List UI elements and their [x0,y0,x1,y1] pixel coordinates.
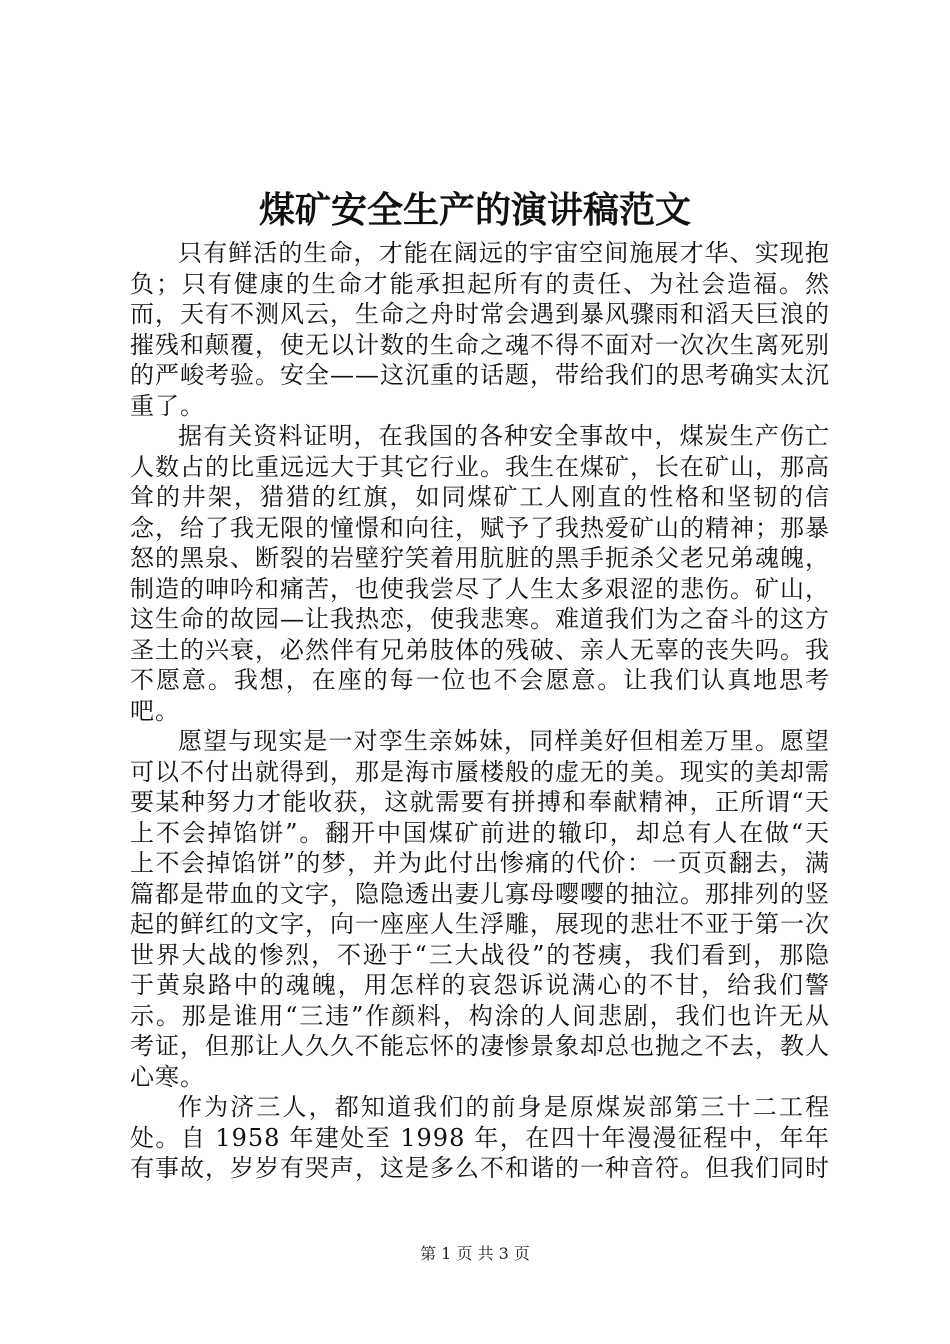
page-number-footer: 第 1 页 共 3 页 [420,1244,530,1263]
paragraph: 据有关资料证明，在我国的各种安全事故中，煤炭生产伤亡人数占的比重远远大于其它行业。我生在煤矿，长在矿山，那高耸的井架，猎猎的红旗，如同煤矿工人刚直的性格和坚韧的信念，给了我无限的憧憬和向往，赋予了我热爱矿山的精神；那暴怒的黑泉、断裂的岩壁狞笑着用肮脏的黑手扼杀父老兄弟魂魄，制造的呻吟和痛苦，也使我尝尽了人生太多艰涩的悲伤。矿山，这生命的故园—让我热恋，使我悲寒。难道我们为之奋斗的这方圣土的兴衰，必然伴有兄弟肢体的残破、亲人无辜的丧失吗。我不愿意。我想，在座的每一位也不会愿意。让我们认真地思考吧。 [130,422,830,725]
document-body [130,238,830,1184]
paragraph: 作为济三人，都知道我们的前身是原煤炭部第三十二工程处。自 1958 年建处至 1998 年，在四十年漫漫征程中，年年有事故，岁岁有哭声，这是多么不和谐的一种音符。但我们同时 [130,1093,830,1182]
paragraph: 只有鲜活的生命，才能在阔远的宇宙空间施展才华、实现抱负；只有健康的生命才能承担起所有的责任、为社会造福。然而，天有不测风云，生命之舟时常会遇到暴风骤雨和滔天巨浪的摧残和颠覆，使无以计数的生命之魂不得不面对一次次生离死别的严峻考验。安全——这沉重的话题，带给我们的思考确实太沉重了。 [130,239,830,420]
document-title: 煤矿安全生产的演讲稿范文 [258,189,691,231]
paragraph: 愿望与现实是一对孪生亲姊妹，同样美好但相差万里。愿望可以不付出就得到，那是海市蜃楼般的虚无的美。现实的美却需要某种努力才能收获，这就需要有拼搏和奉献精神，正所谓“天上不会掉馅饼”。翻开中国煤矿前进的辙印，却总有人在做“天上不会掉馅饼”的梦，并为此付出惨痛的代价：一页页翻去，满篇都是带血的文字，隐隐透出妻儿寡母嘤嘤的抽泣。那排列的竖起的鲜红的文字，向一座座人生浮雕，展现的悲壮不亚于第一次世界大战的惨烈，不逊于“三大战役”的苍痍，我们看到，那隐于黄泉路中的魂魄，用怎样的哀怨诉说满心的不甘，给我们警示。那是谁用“三违”作颜料，构涂的人间悲剧，我们也许无从考证，但那让人久久不能忘怀的凄惨景象却总也抛之不去，教人心寒。 [130,727,830,1091]
